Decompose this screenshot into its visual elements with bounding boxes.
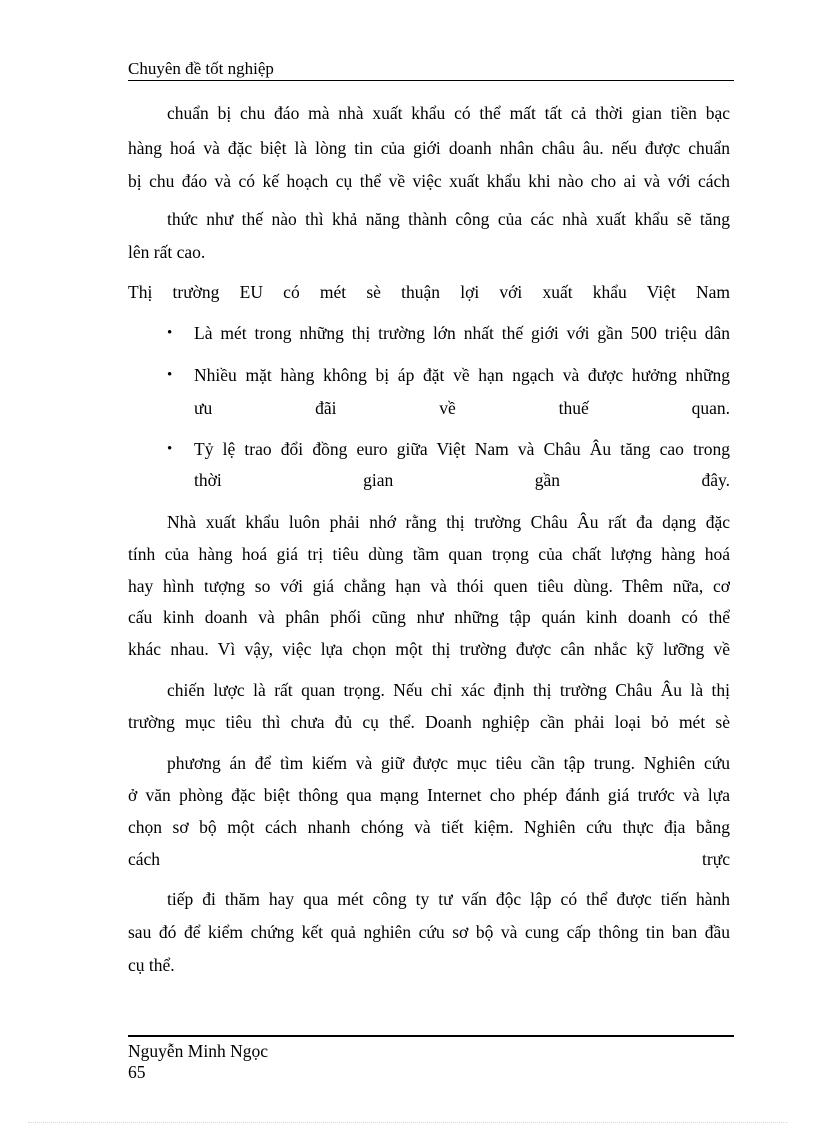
body-line: Thị trường EU có mét sè thuận lợi với xuất khẩu Việt Nam [128, 282, 730, 302]
body-line: trường mục tiêu thì chưa đủ cụ thể. Doanh nghiệp cần phải loại bỏ mét sè [128, 712, 730, 732]
body-line: tiếp đi thăm hay qua mét công ty tư vấn độc lập có thể được tiến hành [167, 889, 730, 909]
bullet-marker: • [167, 325, 173, 341]
page-number: 65 [128, 1062, 146, 1082]
bullet-line: Nhiều mặt hàng không bị áp đặt về hạn ngạch và được hưởng những [194, 365, 730, 385]
bullet-line: ưu đãi về thuế quan. [194, 398, 730, 418]
body-line: chuẩn bị chu đáo mà nhà xuất khẩu có thể mất tất cả thời gian tiền bạc [167, 103, 730, 123]
body-line: thức như thế nào thì khả năng thành công của các nhà xuất khẩu sẽ tăng [167, 209, 730, 229]
footer-divider [128, 1035, 734, 1037]
body-line: lên rất cao. [128, 242, 206, 262]
body-line: hay hình tượng so với giá chẳng hạn và thói quen tiêu dùng. Thêm nữa, cơ [128, 576, 730, 596]
bullet-marker: • [167, 441, 173, 457]
header-divider [128, 80, 734, 81]
bullet-line: Là mét trong những thị trường lớn nhất thế giới với gần 500 triệu dân [194, 323, 730, 343]
page-header-title: Chuyên đề tốt nghiệp [128, 59, 274, 78]
bullet-line: Tỷ lệ trao đổi đồng euro giữa Việt Nam và Châu Âu tăng cao trong [194, 439, 730, 459]
bullet-line: thời gian gần đây. [194, 470, 730, 490]
body-line: sau đó để kiểm chứng kết quả nghiên cứu sơ bộ và cung cấp thông tin ban đầu [128, 922, 730, 942]
body-line: khác nhau. Vì vậy, việc lựa chọn một thị trường được cân nhắc kỹ lưỡng về [128, 639, 730, 659]
body-line: Nhà xuất khẩu luôn phải nhớ rằng thị trường Châu Âu rất đa dạng đặc [167, 512, 730, 532]
body-line: chiến lược là rất quan trọng. Nếu chỉ xác định thị trường Châu Âu là thị [167, 680, 730, 700]
bullet-marker: • [167, 367, 173, 383]
body-line: cụ thể. [128, 955, 175, 975]
body-line: cách trực [128, 849, 730, 869]
body-line: ở văn phòng đặc biệt thông qua mạng Internet cho phép đánh giá trước và lựa [128, 785, 730, 805]
body-line: phương án để tìm kiếm và giữ được mục tiêu cần tập trung. Nghiên cứu [167, 753, 730, 773]
body-line: bị chu đáo và có kế hoạch cụ thể về việc xuất khẩu khi nào cho ai và với cách [128, 171, 730, 191]
body-line: hàng hoá và đặc biệt là lòng tin của giới doanh nhân châu âu. nếu được chuẩn [128, 138, 730, 158]
body-line: cấu kinh doanh và phân phối cũng như những tập quán kinh doanh có thể [128, 607, 730, 627]
footer-author: Nguyễn Minh Ngọc [128, 1041, 268, 1061]
body-line: chọn sơ bộ một cách nhanh chóng và tiết kiệm. Nghiên cứu thực địa bằng [128, 817, 730, 837]
body-line: tính của hàng hoá giá trị tiêu dùng tầm quan trọng của chất lượng hàng hoá [128, 544, 730, 564]
